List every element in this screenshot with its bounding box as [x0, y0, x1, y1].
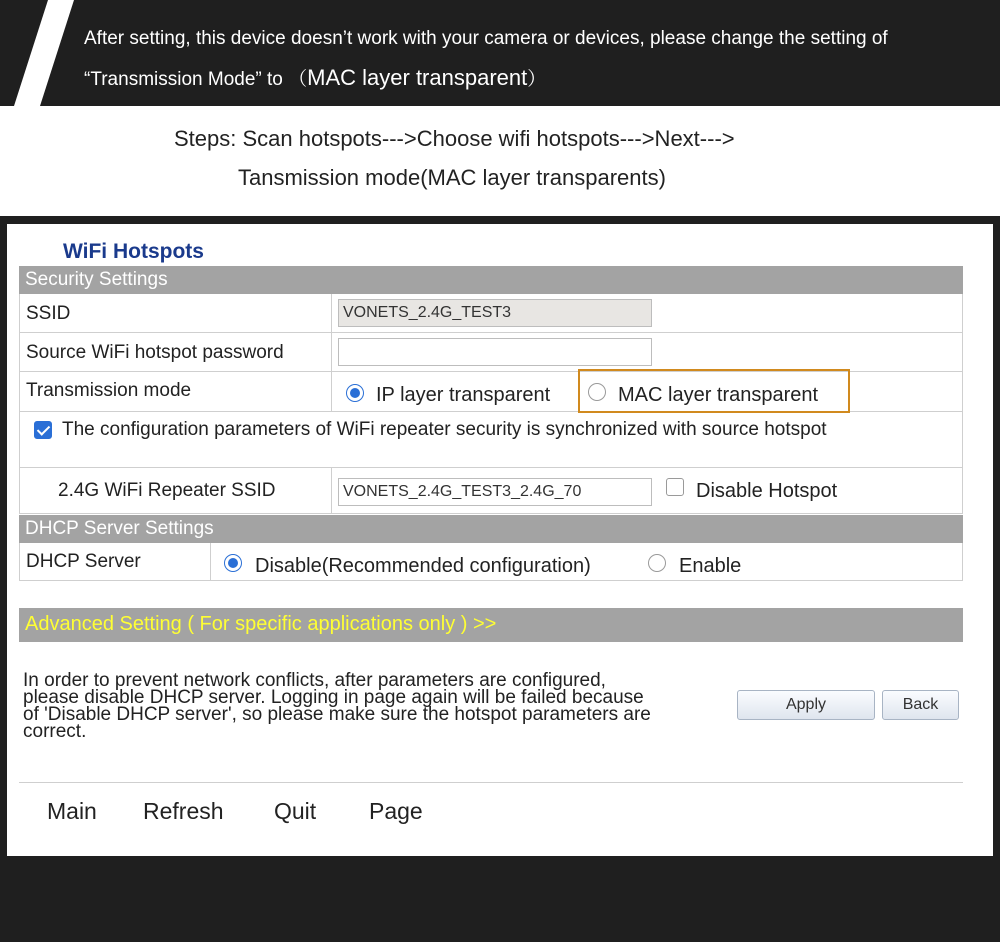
column-divider — [331, 468, 332, 513]
nav-page-link[interactable]: Page — [369, 798, 423, 824]
dhcp-server-row — [19, 543, 963, 581]
nav-quit-link[interactable]: Quit — [274, 798, 317, 824]
password-label: Source WiFi hotspot password — [26, 342, 284, 363]
banner-line-2-prefix: “Transmission Mode” to （ — [84, 69, 308, 90]
ssid-label: SSID — [26, 303, 71, 324]
dhcp-server-label: DHCP Server — [26, 551, 141, 572]
security-settings-header: Security Settings — [19, 266, 963, 294]
disable-hotspot-checkbox[interactable] — [666, 478, 684, 496]
mac-layer-label[interactable]: MAC layer transparent — [618, 384, 819, 406]
column-divider — [331, 333, 332, 371]
sync-text: The configuration parameters of WiFi repeater security is synchronized with source hotspot — [62, 419, 827, 440]
advanced-setting-link[interactable]: Advanced Setting ( For specific applications only ) >> — [19, 608, 963, 642]
back-button[interactable]: Back — [882, 690, 959, 720]
transmission-mode-label: Transmission mode — [26, 380, 192, 401]
repeater-ssid-row — [19, 468, 963, 514]
dhcp-disable-radio[interactable] — [224, 554, 242, 572]
banner-slash-decoration — [0, 0, 80, 106]
banner-line-1: After setting, this device doesn’t work with your camera or devices, please change the setting of — [84, 28, 888, 49]
dhcp-enable-label[interactable]: Enable — [679, 555, 742, 577]
dhcp-settings-header: DHCP Server Settings — [19, 515, 963, 543]
transmission-mode-row — [19, 372, 963, 412]
steps-line-2: Tansmission mode(MAC layer transparents) — [238, 165, 666, 190]
dhcp-warning-note: In order to prevent network conflicts, after parameters are configured, please disable DHCP server. Logging in page again will be failed because of 'Disable DHCP server', so please make sure the hotspot parameters are correct. — [23, 670, 651, 742]
mac-layer-radio[interactable] — [588, 383, 606, 401]
ip-layer-label[interactable]: IP layer transparent — [376, 384, 551, 406]
banner-line-2 — [84, 64, 546, 91]
dhcp-enable-radio[interactable] — [648, 554, 666, 572]
top-banner — [0, 0, 1000, 106]
banner-line-2-strong: MAC layer transparent — [307, 65, 528, 90]
nav-main-link[interactable]: Main — [47, 798, 97, 824]
password-field[interactable] — [338, 338, 652, 366]
steps-line-1: Steps: Scan hotspots--->Choose wifi hotspots--->Next---> — [174, 126, 735, 151]
repeater-ssid-field[interactable]: VONETS_2.4G_TEST3_2.4G_70 — [338, 478, 652, 506]
column-divider — [331, 372, 332, 411]
banner-line-2-suffix: ） — [527, 69, 547, 90]
repeater-ssid-label: 2.4G WiFi Repeater SSID — [58, 480, 276, 501]
apply-button[interactable]: Apply — [737, 690, 875, 720]
nav-refresh-link[interactable]: Refresh — [143, 798, 224, 824]
disable-hotspot-label[interactable]: Disable Hotspot — [696, 480, 838, 502]
page-title: WiFi Hotspots — [63, 240, 204, 263]
screenshot-frame — [0, 216, 1000, 942]
column-divider — [210, 543, 211, 580]
sync-row — [19, 412, 963, 468]
ssid-field[interactable]: VONETS_2.4G_TEST3 — [338, 299, 652, 327]
password-row — [19, 333, 963, 372]
ip-layer-radio[interactable] — [346, 384, 364, 402]
dhcp-disable-label[interactable]: Disable(Recommended configuration) — [255, 555, 591, 577]
column-divider — [331, 294, 332, 332]
wifi-hotspots-panel — [7, 224, 993, 856]
footer-divider — [19, 782, 963, 783]
ssid-row — [19, 294, 963, 333]
